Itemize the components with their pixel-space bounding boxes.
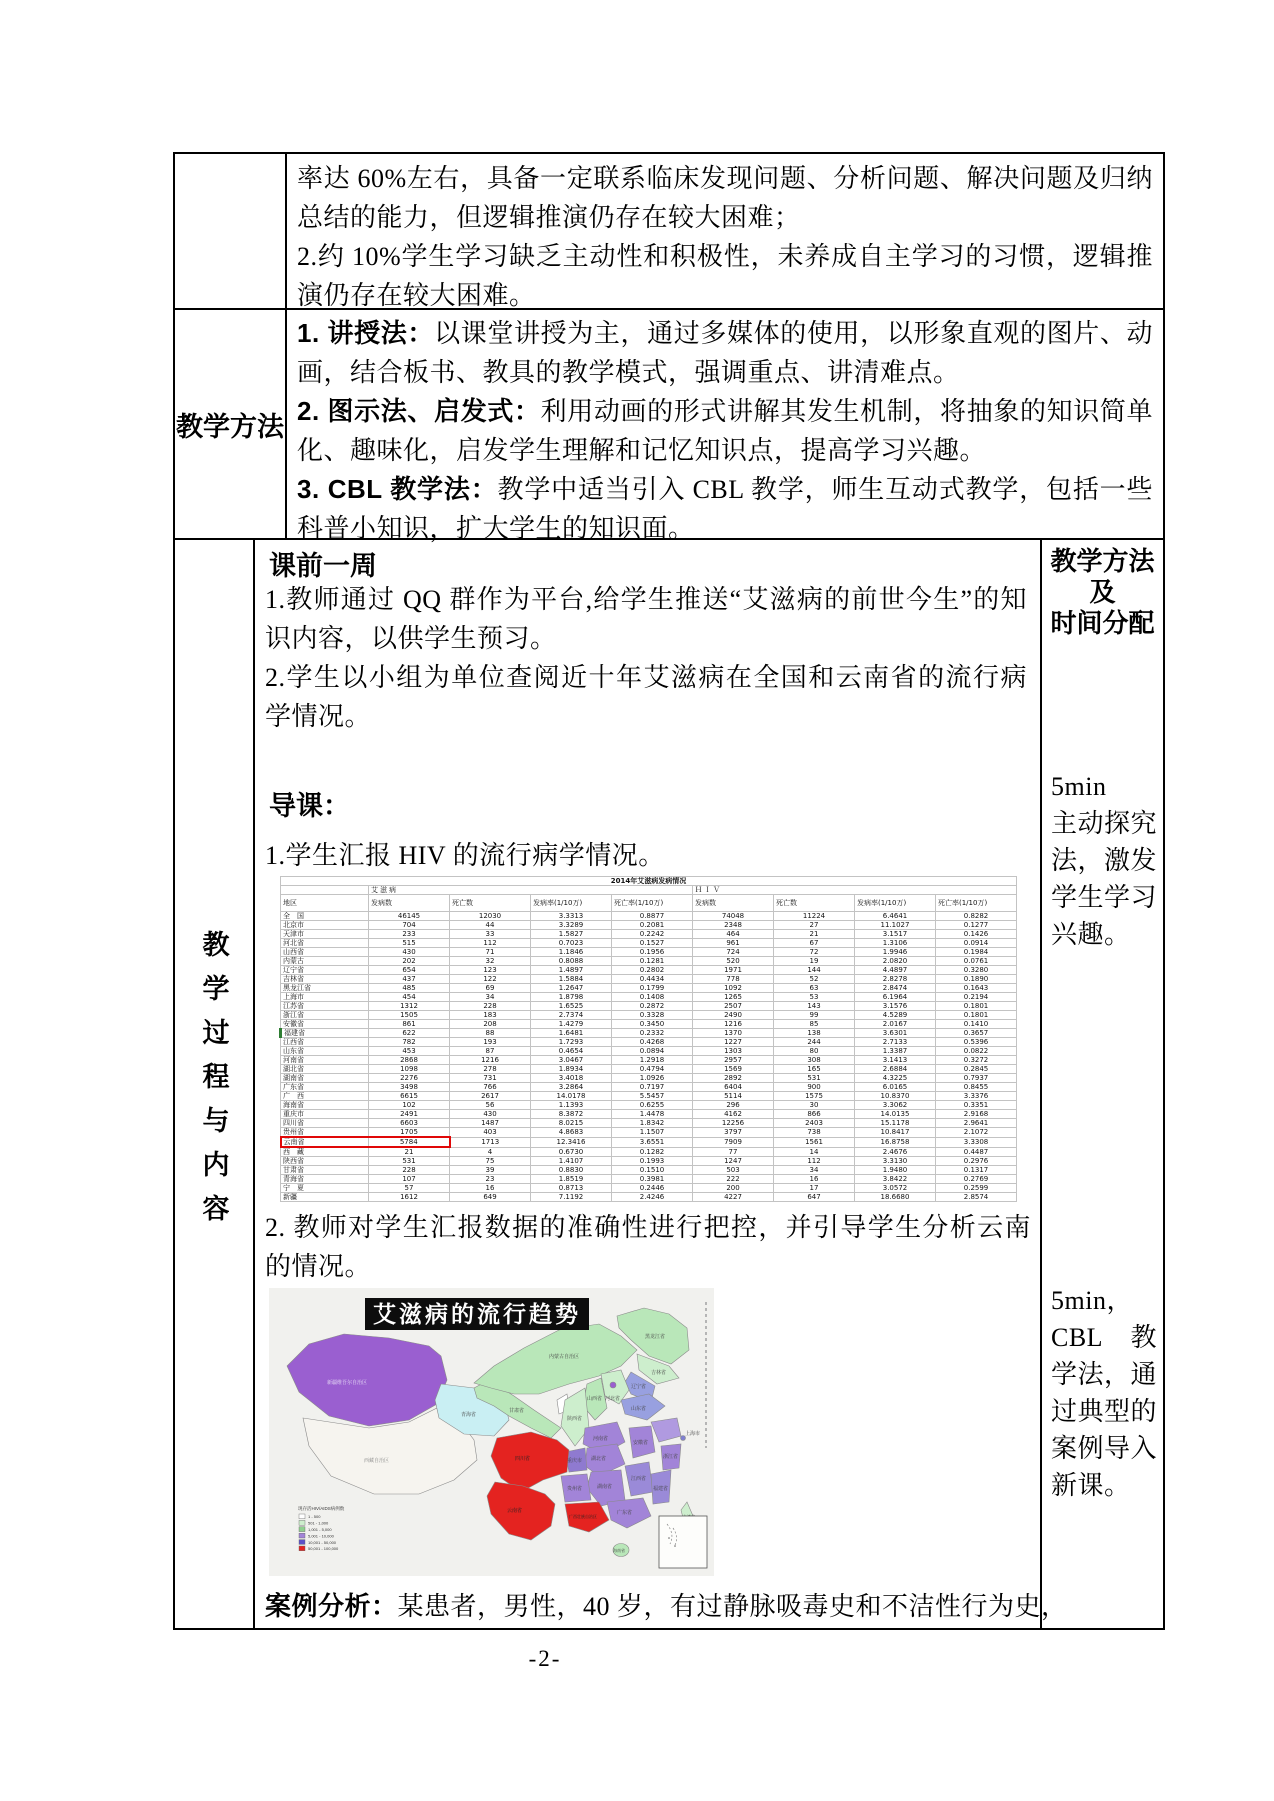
process-content-cell — [255, 540, 1068, 1628]
map-legend-title: 现存活HIV/AIDS病例数 — [298, 1506, 345, 1511]
method-lead: 3. CBL 教学法： — [297, 474, 498, 504]
epi-row: 北京市 704 44 3.3289 0.2081 2348 27 11.1027 0.1277 — [281, 921, 1017, 930]
header-line: 时间分配 — [1050, 608, 1155, 638]
lead-in-paragraph: 2. 教师对学生汇报数据的准确性进行把控，并引导学生分析云南的情况。 — [265, 1213, 1031, 1281]
map-label: 江西省 — [631, 1476, 647, 1482]
case-analysis-body: 某患者，男性，40 岁，有过静脉吸毒史和不洁性行为史， — [397, 1592, 1068, 1621]
epi-row: 青海省 107 23 1.8519 0.3981 222 16 3.8422 0.2769 — [281, 1175, 1017, 1184]
pre-class-paragraph: 1.教师通过 QQ 群作为平台,给学生推送“艾滋病的前世今生”的知识内容，以供学生预习。 — [265, 585, 1027, 653]
page-number: -2- — [528, 1646, 562, 1671]
epi-row: 浙江省 1505 183 2.7374 0.3328 2490 99 4.5289 0.1801 — [281, 1011, 1017, 1020]
map-label: 黑龙江省 — [645, 1334, 666, 1340]
epi-row: 河北省 515 112 0.7023 0.1527 961 67 1.3106 0.0914 — [281, 939, 1017, 948]
map-label: 安徽省 — [633, 1440, 649, 1446]
learning-analysis-cell — [297, 159, 1153, 315]
table-divider — [285, 154, 287, 540]
map-label: 河北省 — [605, 1396, 621, 1402]
epi-row: 重庆市 2491 430 8.3872 1.4478 4162 866 14.0135 2.9168 — [281, 1110, 1017, 1119]
epi-group-hiv: ＨＩＶ — [693, 886, 1017, 895]
time-block-2 — [1051, 1282, 1157, 1504]
time-note: 主动探究法，激发学生学习兴趣。 — [1051, 809, 1158, 949]
time-value: 5min， — [1051, 1286, 1133, 1315]
process-vertical-label: 教学过程与内容 — [198, 930, 229, 1238]
aids-trend-map — [269, 1288, 714, 1576]
epi-col-header: 死亡数 — [450, 895, 531, 912]
lead-in-paragraph: 1.学生汇报 HIV 的流行病学情况。 — [265, 841, 665, 870]
epi-row: 天津市 233 33 1.5827 0.2242 464 21 3.1517 0.1426 — [281, 930, 1017, 939]
map-label: 西藏自治区 — [364, 1458, 390, 1464]
teaching-methods-cell — [297, 314, 1153, 548]
map-label: 吉林省 — [651, 1370, 667, 1376]
epi-row: 陕西省 531 75 1.4107 0.1993 1247 112 3.3130 0.2976 — [281, 1157, 1017, 1166]
legend-swatch — [299, 1546, 305, 1551]
legend-label: 50,001 - 100,000 — [308, 1546, 339, 1552]
method-body: 利用动画的形式讲解其发生机制，将抽象的知识简单化、趣味化，启发学生理解和记忆知识点，提高学习兴趣。 — [297, 397, 1153, 465]
inset-island-dot — [668, 1537, 670, 1539]
epi-row: 河南省 2868 1216 3.0467 1.2918 2957 308 3.1413 0.3272 — [281, 1056, 1017, 1065]
epi-row: 福建省 622 88 1.6481 0.2332 1370 138 3.6301 0.3657 — [281, 1029, 1017, 1038]
legend-label: 501 - 1,000 — [308, 1520, 329, 1526]
map-label: 海南省 — [613, 1548, 625, 1553]
map-label: 重庆市 — [567, 1458, 583, 1464]
map-label: 湖南省 — [597, 1484, 613, 1490]
map-label: 山西省 — [587, 1396, 603, 1402]
epi-row: 四川省 6603 1487 8.0215 1.8342 12256 2403 15.1178 2.9641 — [281, 1119, 1017, 1128]
epi-row: 西 藏 21 4 0.6730 0.1282 77 14 2.4676 0.4487 — [281, 1147, 1017, 1157]
epi-row: 山东省 453 87 0.4654 0.0894 1303 80 1.3387 0.0822 — [281, 1047, 1017, 1056]
epi-row: 全 国 46145 12030 3.3313 0.8877 74048 11224 6.4641 0.8282 — [281, 912, 1017, 921]
epi-row: 黑龙江省 485 69 1.2647 0.1799 1092 63 2.8474 0.1643 — [281, 984, 1017, 993]
map-label: 甘肃省 — [509, 1408, 525, 1414]
epi-row: 湖南省 2276 731 3.4018 1.0926 2892 531 4.3225 0.7937 — [281, 1074, 1017, 1083]
teaching-methods-label: 教学方法 — [176, 411, 284, 442]
epi-row: 辽宁省 654 123 1.4897 0.2802 1971 144 4.4897 0.3280 — [281, 966, 1017, 975]
epi-row: 山西省 430 71 1.1846 0.1956 724 72 1.9946 0.1984 — [281, 948, 1017, 957]
map-label: 青海省 — [461, 1412, 477, 1418]
legend-label: 1 - 500 — [308, 1514, 321, 1520]
epi-title: 2014年艾滋病发病情况 — [281, 877, 1017, 886]
epi-col-header: 发病数 — [693, 895, 774, 912]
map-label: 上海市 — [685, 1431, 701, 1437]
case-analysis-lead: 案例分析： — [265, 1591, 398, 1621]
epi-row: 江苏省 1312 228 1.6525 0.2872 2507 143 3.1576 0.1801 — [281, 1002, 1017, 1011]
learning-analysis-line: 2.约 10%学生学习缺乏主动性和积极性，未养成自主学习的习惯，逻辑推演仍存在较大困难。 — [297, 242, 1153, 310]
map-label: 山东省 — [631, 1406, 647, 1412]
china-map — [269, 1288, 714, 1576]
epi-col-header: 发病数 — [369, 895, 450, 912]
map-label: 新疆维吾尔自治区 — [327, 1380, 368, 1386]
method-body: 以课堂讲授为主，通过多媒体的使用，以形象直观的图片、动画，结合板书、教具的教学模式，强调重点、讲清难点。 — [297, 319, 1153, 387]
map-label: 贵州省 — [567, 1486, 583, 1492]
epi-col-header: 发病率(1/10万) — [855, 895, 936, 912]
epi-col-header: 地区 — [281, 895, 369, 912]
legend-swatch — [299, 1514, 305, 1519]
epi-col-header: 发病率(1/10万) — [531, 895, 612, 912]
epi-row: 云南省 5784 1713 12.3416 3.6551 7909 1561 16.8758 3.3308 — [281, 1137, 1017, 1147]
map-title: 艾滋病的流行趋势 — [373, 1302, 581, 1327]
province-beijing — [610, 1382, 616, 1388]
map-label: 河南省 — [593, 1436, 609, 1442]
legend-label: 10,001 - 50,000 — [308, 1539, 337, 1545]
legend-label: 5,001 - 10,000 — [308, 1533, 334, 1539]
main-table — [173, 152, 1165, 1630]
epi-row: 新疆 1612 649 7.1192 2.4246 4227 647 18.6680 2.8574 — [281, 1193, 1017, 1202]
legend-label: 1,001 - 5,000 — [308, 1527, 332, 1532]
epi-row: 广 西 6615 2617 14.0178 5.5457 5114 1575 10.8370 3.3376 — [281, 1092, 1017, 1101]
teaching-method-item — [297, 314, 1153, 392]
legend-swatch — [299, 1520, 305, 1525]
epi-col-header: 死亡数 — [774, 895, 855, 912]
legend-swatch — [299, 1527, 305, 1532]
epi-row: 贵州省 1705 403 4.8683 1.1507 3797 738 10.8417 2.1072 — [281, 1128, 1017, 1138]
pre-class-paragraph: 2.学生以小组为单位查阅近十年艾滋病在全国和云南省的流行病学情况。 — [265, 663, 1027, 731]
epi-row: 安徽省 861 208 1.4279 0.3450 1216 85 2.0167 0.1410 — [281, 1020, 1017, 1029]
map-label: 广东省 — [617, 1510, 633, 1516]
lead-in-heading: 导课： — [269, 791, 350, 821]
learning-analysis-line: 率达 60%左右，具备一定联系临床发现问题、分析问题、解决问题及归纳总结的能力，但逻辑推演仍存在较大困难； — [297, 164, 1153, 232]
map-label: 云南省 — [507, 1508, 523, 1514]
time-value: 5min — [1051, 772, 1107, 801]
time-allocation-cell — [1042, 540, 1163, 1628]
legend-swatch — [299, 1540, 305, 1545]
time-block-1 — [1051, 768, 1157, 953]
map-label: 四川省 — [515, 1456, 531, 1462]
time-allocation-header — [1042, 546, 1163, 639]
case-analysis-line — [265, 1586, 1068, 1623]
map-label: 内蒙古自治区 — [549, 1354, 580, 1360]
legend-swatch — [299, 1533, 305, 1538]
method-body: 教学中适当引入 CBL 教学，师生互动式教学，包括一些科普小知识，扩大学生的知识面。 — [297, 475, 1153, 543]
map-label: 浙江省 — [663, 1454, 679, 1460]
epi-col-header: 死亡率(1/10万) — [936, 895, 1017, 912]
header-line: 教学方法 — [1050, 546, 1155, 576]
epi-row: 上海市 454 34 1.8798 0.1408 1265 53 6.1964 0.2194 — [281, 993, 1017, 1002]
method-lead: 1. 讲授法： — [297, 318, 435, 348]
epi-group-aids: 艾滋病 — [369, 886, 693, 895]
teaching-method-item — [297, 392, 1153, 470]
epi-row: 内蒙古 202 32 0.8088 0.1281 520 19 2.0820 0.0761 — [281, 957, 1017, 966]
header-line: 及 — [1089, 577, 1116, 607]
map-label: 福建省 — [653, 1486, 669, 1492]
epi-row: 吉林省 437 122 1.5884 0.4434 778 52 2.8278 0.1890 — [281, 975, 1017, 984]
map-label: 辽宁省 — [631, 1384, 647, 1390]
map-label: 陕西省 — [567, 1416, 583, 1422]
inset-island-dot — [674, 1545, 676, 1547]
process-label-cell — [175, 540, 253, 1628]
pre-class-heading: 课前一周 — [269, 551, 377, 581]
south-china-sea-inset — [659, 1516, 707, 1568]
map-label: 湖北省 — [591, 1456, 607, 1462]
method-lead: 2. 图示法、启发式： — [297, 396, 541, 426]
map-label: 广西壮族自治区 — [569, 1514, 597, 1519]
epi-row: 甘肃省 228 39 0.8830 0.1510 503 34 1.9480 0.1317 — [281, 1166, 1017, 1175]
time-note: CBL 教学法，通过典型的案例导入新课。 — [1051, 1323, 1158, 1500]
epi-row: 广东省 3498 766 3.2864 0.7197 6404 900 6.0165 0.8455 — [281, 1083, 1017, 1092]
epi-row: 海南省 102 56 1.1393 0.6255 296 30 3.3062 0.3351 — [281, 1101, 1017, 1110]
epi-row: 江西省 782 193 1.7293 0.4268 1227 244 2.7133 0.5396 — [281, 1038, 1017, 1047]
teaching-method-item — [297, 470, 1153, 548]
epi-row: 宁 夏 57 16 0.8713 0.2446 200 17 3.0572 0.2599 — [281, 1184, 1017, 1193]
epi-row: 湖北省 1098 278 1.8934 0.4794 1569 165 2.6884 0.2845 — [281, 1065, 1017, 1074]
epi-col-header: 死亡率(1/10万) — [612, 895, 693, 912]
epi-table — [279, 876, 1017, 1202]
